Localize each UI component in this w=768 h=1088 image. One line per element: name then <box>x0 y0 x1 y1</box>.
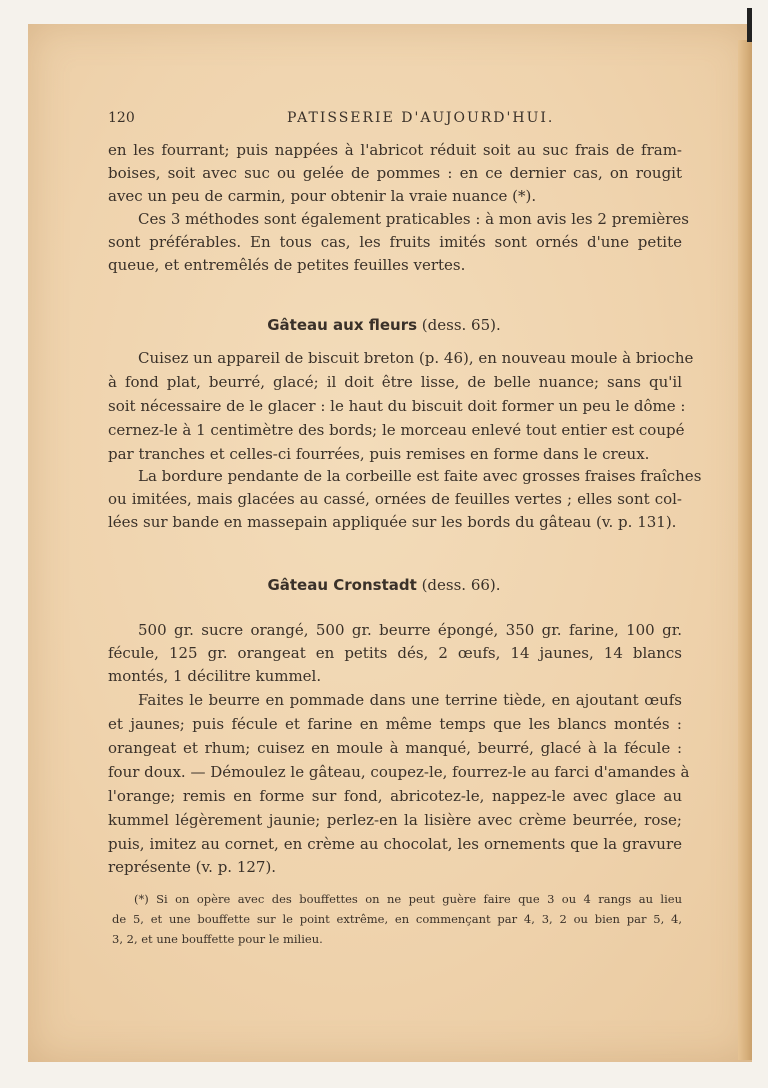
section-reference: (dess. 65). <box>421 316 501 334</box>
text-line: l'orange; remis en forme sur fond, abricotez-le, nappez-le avec glace au <box>108 787 682 805</box>
text-line: représente (v. p. 127). <box>108 858 277 876</box>
text-line: Ces 3 méthodes sont également praticables : à mon avis les 2 premières <box>138 210 690 228</box>
section-reference: (dess. 66). <box>421 576 501 594</box>
text-line: 500 gr. sucre orangé, 500 gr. beurre épongé, 350 gr. farine, 100 gr. <box>138 621 682 639</box>
footnote-line: de 5, et une bouffette sur le point extrême, en commençant par 4, 3, 2 ou bien par 5, 4, <box>112 912 682 926</box>
text-line: boises, soit avec suc ou gelée de pommes : en ce dernier cas, on rougit <box>108 164 682 182</box>
text-line: sont préférables. En tous cas, les fruits imités sont ornés d'une petite <box>108 233 682 251</box>
text-line: kummel légèrement jaunie; perlez-en la lisière avec crème beurrée, rose; <box>108 811 682 829</box>
text-line: cernez-le à 1 centimètre des bords; le morceau enlevé tout entier est coupé <box>108 421 685 439</box>
text-line: orangeat et rhum; cuisez en moule à manqué, beurré, glacé à la fécule : <box>108 739 682 757</box>
text-line: soit nécessaire de le glacer : le haut du biscuit doit former un peu le dôme : <box>108 397 686 415</box>
binding-mark <box>747 8 752 42</box>
section-heading <box>0 316 768 334</box>
text-line: montés, 1 décilitre kummel. <box>108 667 322 685</box>
text-line: en les fourrant; puis nappées à l'abricot réduit soit au suc frais de fram- <box>108 141 682 159</box>
running-title: PATISSERIE D'AUJOURD'HUI. <box>287 110 555 126</box>
text-line: fécule, 125 gr. orangeat en petits dés, 2 œufs, 14 jaunes, 14 blancs <box>108 644 682 662</box>
page-edge <box>738 40 752 1060</box>
text-line: Cuisez un appareil de biscuit breton (p. 46), en nouveau moule à brioche <box>138 349 694 367</box>
text-line: avec un peu de carmin, pour obtenir la vraie nuance (*). <box>108 187 537 205</box>
text-line: queue, et entremêlés de petites feuilles vertes. <box>108 256 466 274</box>
text-line: four doux. — Démoulez le gâteau, coupez-le, fourrez-le au farci d'amandes à <box>108 763 690 781</box>
footnote-line: (*) Si on opère avec des bouffettes on ne peut guère faire que 3 ou 4 rangs au lieu <box>134 892 682 906</box>
section-title: Gâteau aux fleurs <box>267 316 418 334</box>
text-line: lées sur bande en massepain appliquée sur les bords du gâteau (v. p. 131). <box>108 513 677 531</box>
text-line: puis, imitez au cornet, en crème au chocolat, les ornements que la gravure <box>108 835 682 853</box>
text-line: La bordure pendante de la corbeille est faite avec grosses fraises fraîches <box>138 467 702 485</box>
text-line: ou imitées, mais glacées au cassé, ornées de feuilles vertes ; elles sont col- <box>108 490 682 508</box>
text-line: par tranches et celles-ci fourrées, puis remises en forme dans le creux. <box>108 445 650 463</box>
section-heading <box>0 576 768 594</box>
footnote-line: 3, 2, et une bouffette pour le milieu. <box>112 932 323 946</box>
text-line: Faites le beurre en pommade dans une terrine tiède, en ajoutant œufs <box>138 691 682 709</box>
page-number: 120 <box>108 110 135 126</box>
section-title: Gâteau Cronstadt <box>267 576 417 594</box>
text-line: et jaunes; puis fécule et farine en même temps que les blancs montés : <box>108 715 682 733</box>
text-line: à fond plat, beurré, glacé; il doit être lisse, de belle nuance; sans qu'il <box>108 373 682 391</box>
